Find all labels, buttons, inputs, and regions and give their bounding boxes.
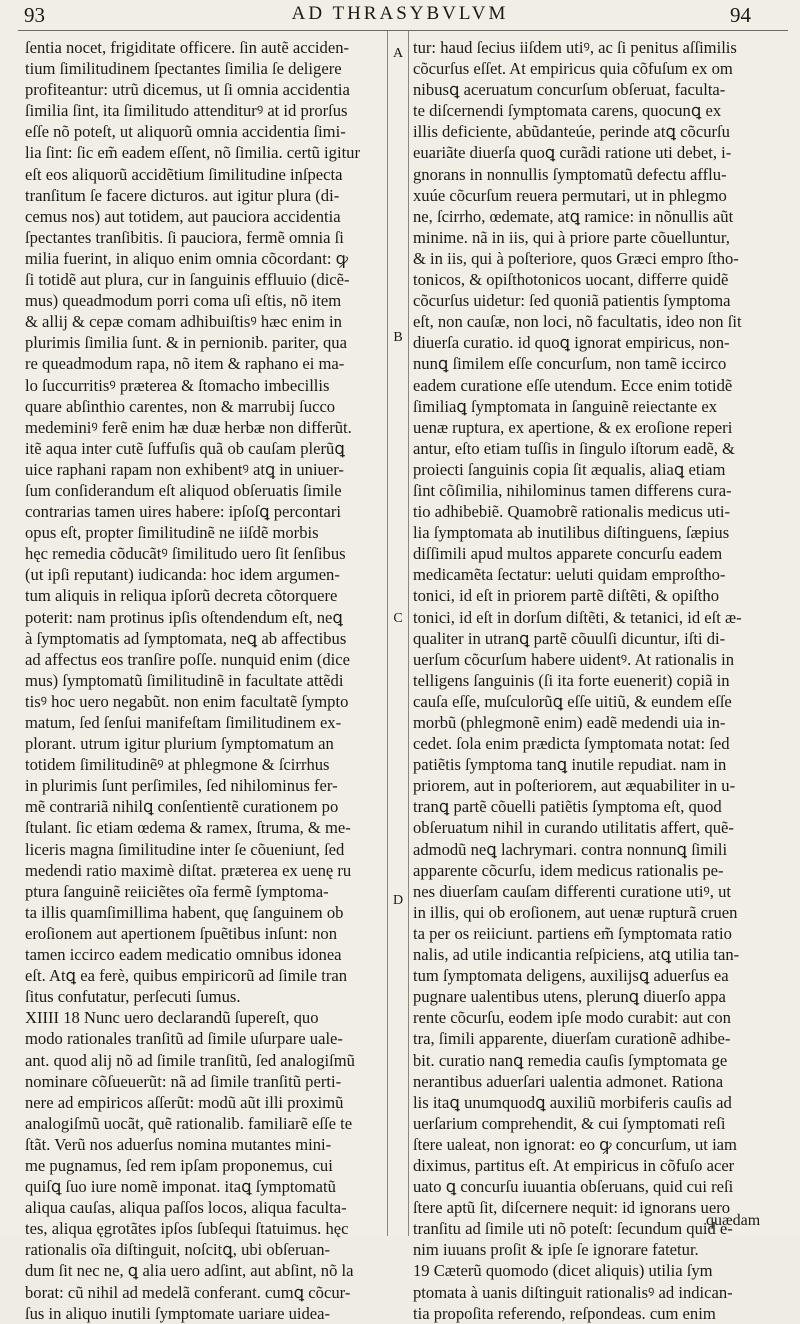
text-line: à ſymptomatis ad ſymptomata, neꝗ ab affectibus [25,628,347,648]
text-line: tum aliquis in reliqua ipſorũ decreta cõtorquere [25,586,338,606]
text-line: & in iis, qui à poſteriore, quos Græci empro ſtho- [413,248,739,268]
text-line: nerantibus aduerſari ualentia admonet. Rationa [413,1071,724,1091]
text-line: tranꝗ partẽ cõuelli patiẽtis ſymptoma eſt, quod [413,797,722,817]
margin-mark-a: A [392,46,404,61]
text-line: ſtere ualeat, non ignorat: eo ꝙ concurſum, ut iam [413,1134,737,1154]
text-line: tra, ſimili apparente, diuerſam curationẽ adhibe- [413,1029,731,1049]
text-line: liceris magna ſimilitudine inter ſe cõueniunt, ſed [25,839,345,859]
text-line: tium ſimilitudinem ſpectantes ſimilia ſe deligere [25,59,342,79]
text-line: plorant. utrum igitur plurium ſymptomatum an [25,734,334,754]
text-line: ta per os reiiciunt. partiens em̃ ſymptomata ratio [413,923,732,943]
text-line: cedet. ſola enim prædicta ſymptomata notat: ſed [413,734,730,754]
text-line: uerſarium comprehendit, & cui ſymptomati reſi [413,1113,726,1133]
text-line: patiẽtis ſymptoma tanꝗ inutile repudiat. nam in [413,755,727,775]
text-line: dum ſit nec ne, ꝗ alia uero adſint, aut abſint, nõ la [25,1261,354,1281]
text-line: opus eſt, propter ſimilitudinẽ ne iiſdẽ morbis [25,523,319,543]
text-line: in plurimis ſunt perſimiles, ſed nihilominus fer- [25,776,338,796]
text-line: gnorans in nonnullis ſymptomatũ defectu afflu- [413,164,727,184]
text-line: tonici, id eſt in priorem partẽ diſtẽti, & opiſtho [413,586,720,606]
margin-mark-c: C [393,611,403,626]
text-line: eſſe nõ poteſt, ut aliquorũ omnia accidentia ſimi- [25,122,346,142]
text-line: contrarias tamen uires habere: ipſoſꝗ percontari [25,502,342,522]
text-line: xuúe cõcurſum reuera permutari, ut in phlegmo [413,185,727,205]
text-line: ſimilia ſint, ita ſimilitudo attenditurꝰ at id prorſus [25,101,348,121]
text-line: eſt. Atꝗ ea ferè, quibus empiricorũ ad ſimile tran [25,966,348,986]
text-line: eadem curatione eſſe utendum. Ecce enim totidẽ [413,375,733,395]
text-line: nominare cõſueuerũt: nã ad ſimile tranſitũ perti- [25,1071,342,1091]
margin-mark-d: D [392,893,404,908]
margin-mark-b: B [393,330,403,345]
text-line: ta illis quamſimillima habent, quę ſanguinem ob [25,902,344,922]
text-line: ſtãt. Verũ nos aduerſus nomina mutantes mini- [25,1134,332,1154]
text-line: tranſitu ad ſimile uti nõ poteſt: ſecundum quid e- [413,1219,733,1239]
text-line: rente cõcurſu, eodem ipſe modo curabit: aut con [413,1008,731,1028]
text-line: ſentia nocet, frigiditate officere. ſin autẽ acciden- [25,38,350,57]
text-line: mẽ contrariã nihilꝗ conſentientẽ curationem po [25,797,339,817]
text-line: uenæ ruptura, ex apertione, & ex eroſione reperi [413,417,733,437]
text-line: itẽ aqua inter cutẽ ſuffuſis quã ob cauſam plerũꝗ [25,438,345,458]
page-number-left: 93 [24,3,45,27]
text-line: apparente cõcurſu, idem medicus rationalis pe- [413,860,724,880]
text-line: proiecti ſanguinis copia ſit æqualis, aliaꝗ etiam [413,459,726,479]
text-line: uato ꝗ concurſu iuuantia obſeruans, quid cui reſi [413,1177,734,1197]
text-line: nalis, ad utile indicantia reſpiciens, atꝗ utilia tan- [413,945,740,965]
text-line: ſint cõſimilia, nihilominus tamen differens cura- [413,480,732,500]
text-line: tonicos, & opiſthotonicos uocant, differre quidẽ [413,270,729,290]
text-line: uice raphani rapam non exhibentꝰ atꝗ in uniuer- [25,459,344,479]
text-line: ad affectus eos tranſire poſſe. nunquid enim (dice [25,649,351,669]
text-line: ſtulant. ſic etiam œdema & ramex, ſtruma, & me- [25,818,351,838]
text-line: bit. curatio nanꝗ remedia cauſis ſymptomata ge [413,1050,728,1070]
text-line: ſi totidẽ aut plura, cur in ſanguinis effluuio (dicẽ- [25,270,350,290]
text-line: lis itaꝗ unumquodꝗ auxiliũ morbiferis cauſis ad [413,1092,732,1112]
text-line: mus) ſymptomatũ ſimilitudinẽ in facultate attẽdi [25,670,344,690]
text-line: tur: haud ſecius iiſdem utiꝰ, ac ſi penitus aſſimilis [413,38,737,57]
text-line: ptura ſanguinẽ reiiciẽtes oĩa fermẽ ſymptoma- [25,881,329,901]
text-line: re queadmodum rapa, nõ item & raphano ei ma- [25,354,345,374]
text-line: diuerſa curatio. id quoꝗ ignorat empiricus, non- [413,333,730,353]
column-rule-right [408,31,409,1236]
text-line: diximus, partitus eſt. At empiricus in cõfuſo acer [413,1155,735,1175]
text-line: tranſitum ſe facere dicturos. aut igitur plura (di- [25,185,340,205]
text-line: cauſa eſſe, muſculorũꝗ eſſe uitiũ, & eundem eſſe [413,691,732,711]
text-line: analogiſmũ uocãt, quẽ rationalib. familiarẽ eſſe te [25,1113,353,1133]
text-line: tisꝰ hoc uero negabũt. non enim facultatẽ ſympto [25,691,349,711]
text-line: te diſcernendi ſymptomata carens, quocunꝗ ex [413,101,722,121]
text-line: diſſimili apud multos apparete concurſu eadem [413,544,723,564]
text-line: XIIII 18 Nunc uero declarandũ ſupereſt, quo [25,1008,319,1028]
text-line: eroſionem aut apertionem ſpuẽtibus inſunt: non [25,923,337,943]
text-line: illis deficiente, abũdanteúe, perinde atꝗ cõcurſu [413,122,730,142]
column-rule-left [387,31,388,1236]
text-line: & allij & cepæ comam adhibuiſtisꝰ hæc enim in [25,312,342,332]
text-line: nere ad empiricos aſſerũt: modũ aũt illi proximũ [25,1092,344,1112]
text-line: in illis, qui ob eroſionem, aut uenæ rupturã cruen [413,902,738,922]
text-line: eſt, non cauſæ, non loci, nõ facultatis, ideo non ſit [413,312,742,332]
text-line: pugnare ualentibus utens, plerunꝗ diuerſo appa [413,987,726,1007]
text-line: modo rationales tranſitũ ad ſimile uſurpare uale- [25,1029,343,1049]
text-line: ne, ſcirrho, œdemate, atꝗ ramice: in nõnullis aũt [413,206,734,226]
text-line: tum ſymptomata deligens, auxilijsꝗ aduerſus ea [413,966,729,986]
text-line: 19 Cæterũ quomodo (dicet aliquis) utilia ſym [413,1261,713,1281]
text-line: medeminiꝰ ferẽ enim hæ duæ herbæ non differũt. [25,417,352,437]
text-line: cemus nos) aut totidem, aut pauciora accidentia [25,206,341,226]
text-line: ptomata à uanis diſtinguit rationalisꝰ ad indican- [413,1282,733,1302]
text-line: priorem, aut in poſteriorem, aut æquabiliter in u- [413,776,736,796]
text-line: quiſꝗ ſuo iure nomẽ imponat. itaꝗ ſymptomatũ [25,1177,336,1197]
text-line: euariãte diuerſa quoꝗ curãdi ratione uti debet, i- [413,143,732,163]
text-line: matum, ſed ſenſui manifeſtam ſimilitudinem ex- [25,713,342,732]
text-line: lia ſint: ſic em̃ eadem eſſent, nõ ſimilia. certũ igitur [25,143,361,163]
text-line: uerſum cõcurſum habere uidentꝰ. At rationalis in [413,649,735,669]
text-line: cõcurſus uidetur: ſed quoniã patientis ſymptoma [413,291,731,311]
text-line: lo ſuccurritisꝰ præterea & ſtomacho imbecillis [25,375,330,395]
text-line: ſtere aptũ ſit, diſcernere nequit: id ignorans uero [413,1198,731,1218]
text-line: medicamẽta ſectatur: ueluti quidam emproſtho- [413,565,726,585]
running-head: AD THRASYBVLVM [291,3,509,24]
text-line: antur, eſto etiam tuſſis in ſingulo iſtorum eadẽ, & [413,438,735,458]
text-line: tonici, id eſt in dorſum diſtẽti, & tetanici, id eſt æ- [413,607,742,627]
text-line: (ut ipſi reputant) iudicanda: hoc idem argumen- [25,565,340,585]
text-line: tio adhibebiẽ. Quamobrẽ rationalis medicus uti- [413,502,731,522]
text-line: nibusꝗ aceruatum concurſum obſeruat, faculta- [413,80,726,100]
text-line: profiteantur: utrũ dicemus, ut ſi omnia accidentia [25,80,350,100]
text-line: obſeruatum nihil in curando utilitatis affert, quẽ- [413,818,734,838]
text-line: hęc remedia cõducãtꝰ ſimilitudo uero ſit ſenſibus [25,544,346,564]
text-line: ſimiliaꝗ ſymptomata in ſanguinẽ reiectante ex [413,396,718,416]
text-line: ſum conſiderandum eſt aliquod obſeruatis ſimile [25,480,342,500]
text-line: lia ſymptomata ab inutilibus diſtinguens, ſæpius [413,523,730,543]
text-line: ſpectantes tranſibitis. ſi pauciora, fermẽ omnia ſi [25,227,344,247]
right-column [413,37,785,1324]
text-line: telligens ſanguinis (ſi ita forte euenerit) copiã in [413,670,730,690]
text-line: admodũ neꝗ lachrymari. contra nonnunꝗ ſimili [413,839,728,859]
text-line: ant. quod alij nõ ad ſimile tranſitũ, ſed analogiſmũ [25,1050,355,1070]
text-line: ſitus confutatur, perſecuti ſumus. [25,987,241,1007]
text-line: ſus in aliquo inutili ſymptomate uariare uidea- [25,1303,331,1323]
text-line: morbũ (phlegmonẽ enim) eadẽ medendi uia in- [413,713,726,732]
text-line: nim iuuans proſit & ipſe ſe ignorare fatetur. [413,1240,699,1260]
text-line: tes, aliqua ęgrotãtes ipſos ſubſequi ſtatuimus. hęc [25,1219,349,1239]
text-line: me pugnamus, ſed rem ipſam proponemus, cui [25,1155,333,1175]
text-line: borat: cũ nihil ad medelã conferant. cumꝗ cõcur- [25,1282,351,1302]
catchword: quædam [706,1212,761,1229]
text-line: tia propoſita referendo, reſpondeas. cum enim [413,1303,716,1323]
text-line: mus) queadmodum porri coma uſi eſtis, nõ item [25,291,342,311]
text-line: milia fuerint, in aliquo enim omnia cõcordant: ꝙ [25,248,349,268]
text-line: minime. nã in iis, qui à priore parte cõuelluntur, [413,227,730,247]
text-line: aliqua cauſas, aliqua paſſos locos, aliqua faculta- [25,1198,347,1218]
text-line: plurimis ſimilia ſunt. & in pernionib. pariter, qua [25,333,347,353]
text-line: medendi ratio maximè diſtat. præterea ex uenę ru [25,860,352,880]
page-number-right: 94 [730,3,751,27]
text-line: totidem ſimilitudinẽꝰ at phlegmone & ſcirrhus [25,755,330,775]
text-line: qualiter in utranꝗ partẽ cõuulſi dicuntur, iſti di- [413,628,726,648]
text-line: poterit: nam protinus ipſis oſtendendum eſt, neꝗ [25,607,343,627]
text-line: nes diuerſam cauſam differenti curatione utiꝰ, ut [413,881,731,901]
text-line: tamen iccirco eadem medicatio omnibus idonea [25,945,342,965]
text-line: rationalis oĩa diſtinguit, noſcitꝗ, ubi obſeruan- [25,1240,331,1260]
text-line: quare abſinthio carentes, non & marrubij ſucco [25,396,336,416]
left-column [25,37,383,1324]
text-line: cõcurſus eſſet. At empiricus quia cõfuſum ex om [413,59,733,79]
text-line: eſt eos aliquorũ accidẽtium ſimilitudine inſpecta [25,164,343,184]
text-line: nunꝗ ſimilem eſſe concurſum, non tamẽ iccirco [413,354,727,374]
page-header [0,0,800,36]
header-rule [18,30,788,31]
